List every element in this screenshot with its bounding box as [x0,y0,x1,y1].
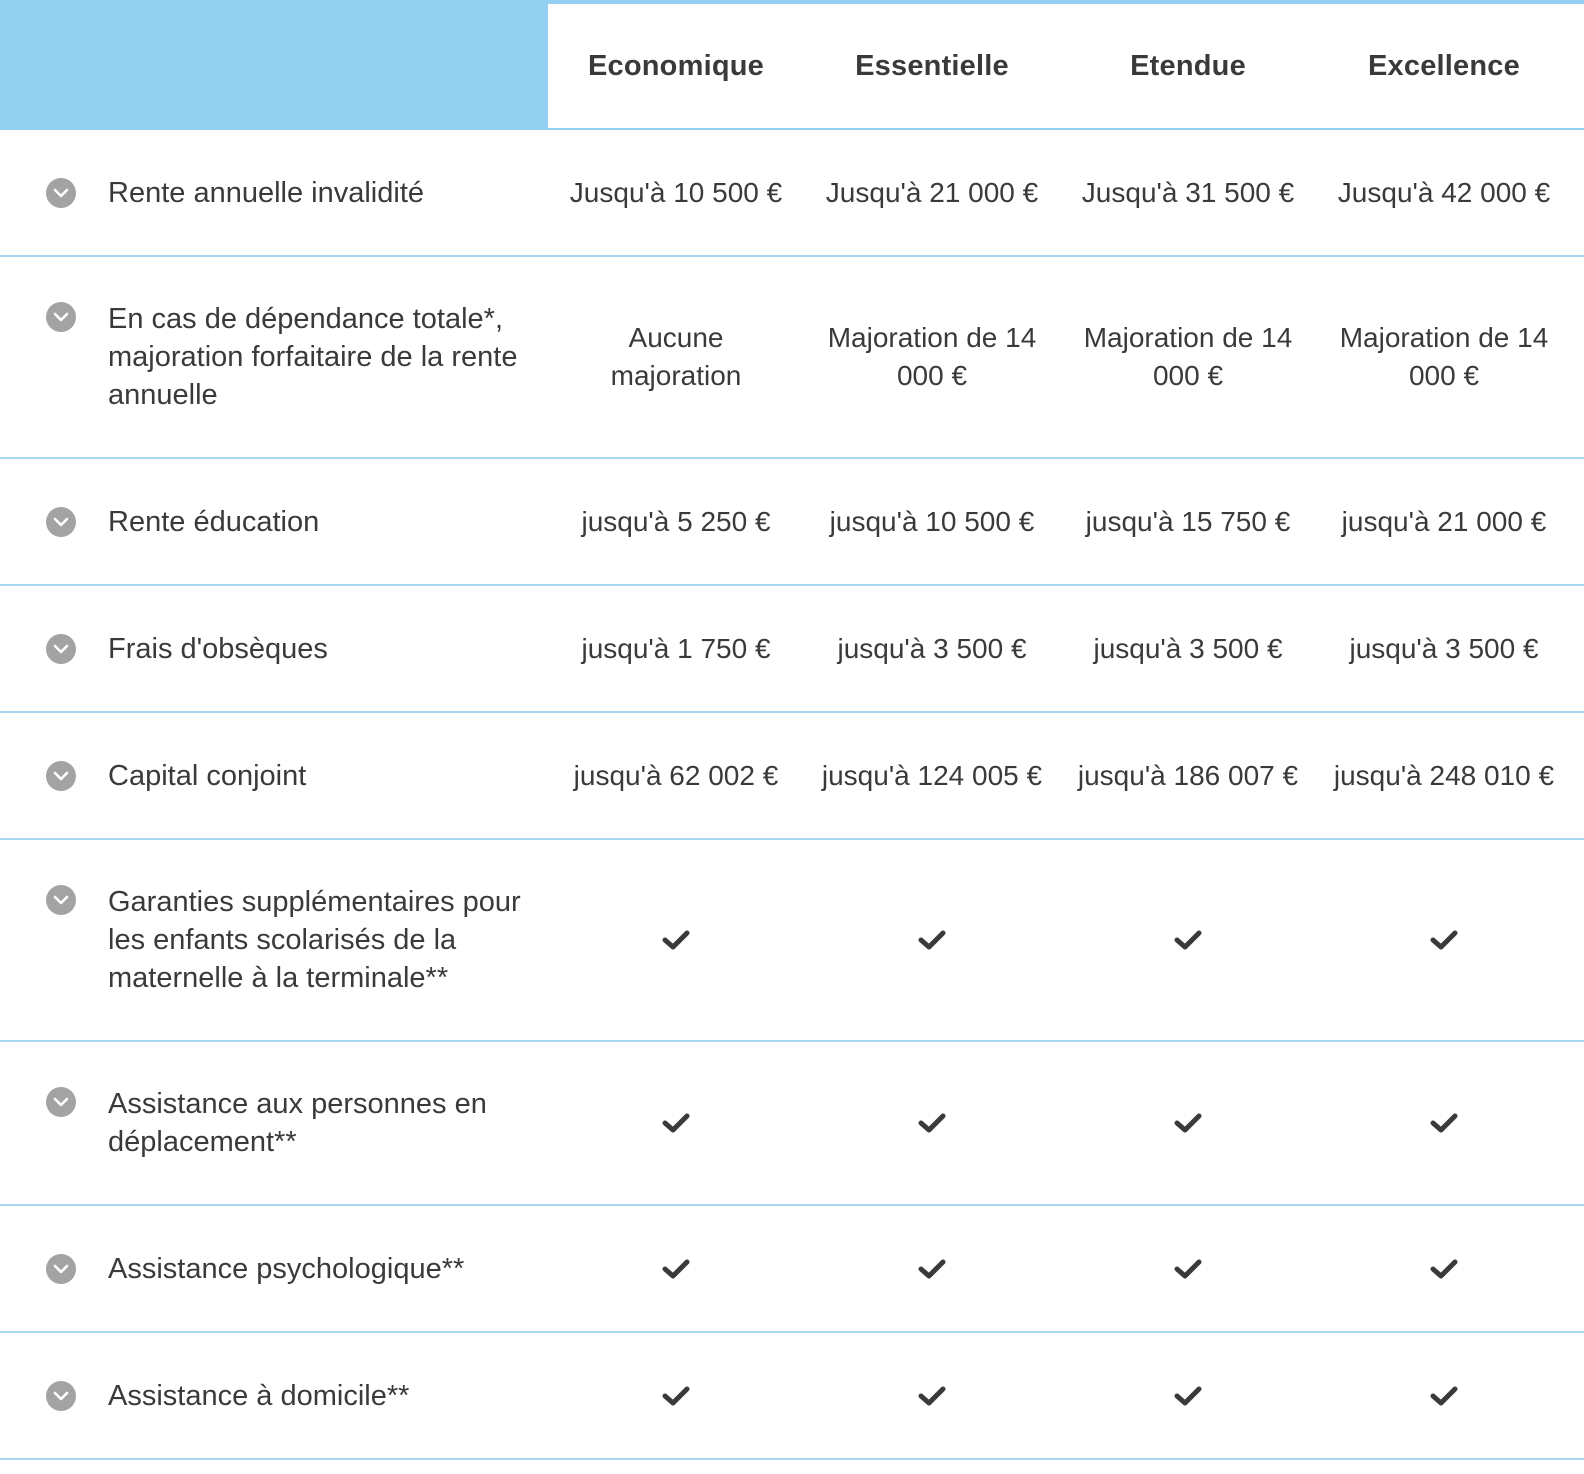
cell-value: jusqu'à 62 002 € [573,759,779,791]
table-row[interactable] [0,459,1584,586]
cell-value: jusqu'à 1 750 € [581,632,771,664]
cell-value: Aucune majoration [610,322,742,391]
cell-value: Majoration de 14 000 € [1339,322,1549,391]
row-label: Capital conjoint [108,759,307,792]
cell-value: Jusqu'à 31 500 € [1081,176,1295,208]
plan-header-etendue: Etendue [1130,49,1246,82]
cell-value: jusqu'à 5 250 € [581,505,771,537]
row-header[interactable] [0,757,548,795]
chevron-down-icon[interactable] [46,761,76,791]
check-icon [1060,1385,1316,1407]
comparison-table-body [0,130,1584,1460]
row-header[interactable] [0,503,548,541]
chevron-down-icon[interactable] [46,507,76,537]
table-row[interactable] [0,1042,1584,1206]
chevron-down-icon[interactable] [46,178,76,208]
check-icon [1060,1112,1316,1134]
check-icon [548,1385,804,1407]
cell-value: Jusqu'à 21 000 € [825,176,1039,208]
check-icon [804,1258,1060,1280]
plan-header-economique: Economique [587,49,764,82]
row-header[interactable] [0,630,548,668]
cell-value: Jusqu'à 42 000 € [1337,176,1551,208]
plan-header-excellence: Excellence [1368,49,1520,82]
chevron-down-icon[interactable] [46,302,76,332]
table-row[interactable] [0,1206,1584,1333]
cell-value: jusqu'à 10 500 € [829,505,1035,537]
table-row[interactable] [0,840,1584,1042]
cell-value: jusqu'à 186 007 € [1077,759,1299,791]
cell-value: jusqu'à 3 500 € [837,632,1027,664]
check-icon [1060,1258,1316,1280]
check-icon [1316,1112,1572,1134]
chevron-down-icon[interactable] [46,1087,76,1117]
check-icon [804,1385,1060,1407]
check-icon [1316,1385,1572,1407]
check-icon [548,1112,804,1134]
row-label: Rente éducation [108,505,320,538]
row-header[interactable] [0,1250,548,1288]
cell-value: jusqu'à 3 500 € [1093,632,1283,664]
chevron-down-icon[interactable] [46,1254,76,1284]
row-label: Assistance à domicile** [108,1379,410,1412]
check-icon [548,1258,804,1280]
check-icon [1060,929,1316,951]
row-label: Rente annuelle invalidité [108,176,424,209]
table-row[interactable] [0,586,1584,713]
table-row[interactable] [0,1333,1584,1460]
table-row[interactable] [0,257,1584,459]
cell-value: jusqu'à 124 005 € [821,759,1043,791]
check-icon [804,1112,1060,1134]
row-header[interactable] [0,1085,548,1161]
plan-header-essentielle: Essentielle [855,49,1009,82]
row-label: Garanties supplémentaires pour les enfants scolarisés de la maternelle à la terminale** [108,886,521,994]
row-label: Assistance aux personnes en déplacement** [108,1088,487,1158]
cell-value: Jusqu'à 10 500 € [569,176,783,208]
chevron-down-icon[interactable] [46,634,76,664]
table-header [0,0,1584,130]
row-header[interactable] [0,300,548,414]
cell-value: Majoration de 14 000 € [827,322,1037,391]
check-icon [1316,929,1572,951]
check-icon [804,929,1060,951]
cell-value: jusqu'à 3 500 € [1349,632,1539,664]
header-corner [0,0,548,130]
row-label: Frais d'obsèques [108,632,328,665]
cell-value: jusqu'à 248 010 € [1333,759,1555,791]
chevron-down-icon[interactable] [46,1381,76,1411]
row-header[interactable] [0,1377,548,1415]
row-header[interactable] [0,174,548,212]
row-label: En cas de dépendance totale*, majoration forfaitaire de la rente annuelle [108,303,518,411]
check-icon [548,929,804,951]
check-icon [1316,1258,1572,1280]
cell-value: jusqu'à 21 000 € [1341,505,1547,537]
cell-value: jusqu'à 15 750 € [1085,505,1291,537]
row-header[interactable] [0,883,548,997]
table-row[interactable] [0,713,1584,840]
cell-value: Majoration de 14 000 € [1083,322,1293,391]
row-label: Assistance psychologique** [108,1252,465,1285]
table-row[interactable] [0,130,1584,257]
chevron-down-icon[interactable] [46,885,76,915]
